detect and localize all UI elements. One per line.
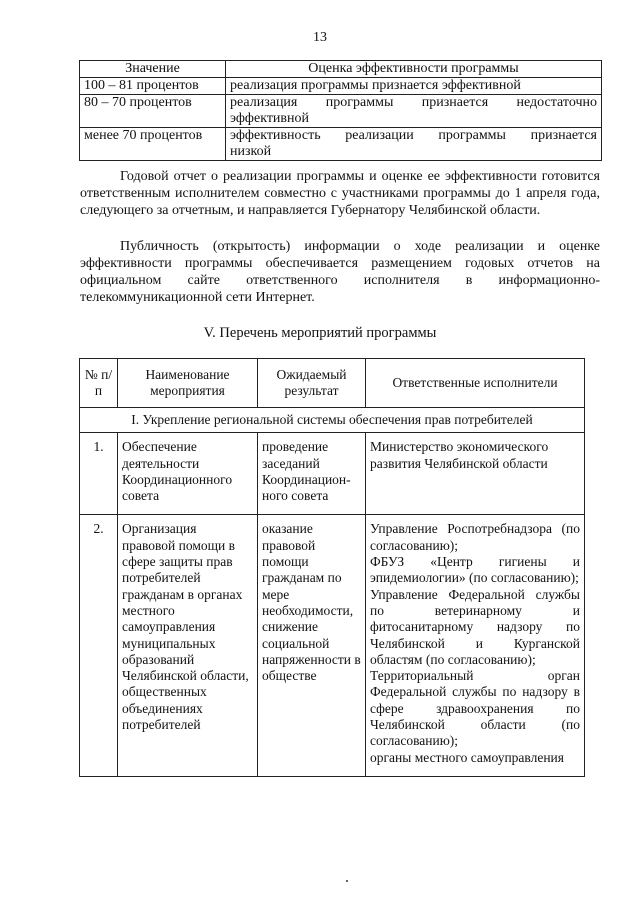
column-header-assessment: Оценка эффективности программы	[226, 61, 602, 78]
assessment-line: эффективной	[230, 111, 310, 126]
paragraph-publicity: Публичность (открытость) информации о ходе реализации и оценке эффективности программы обеспечивается размещением годовых отчетов на официальном сайте ответственного исполнителя в информационно-телекоммуникационной сети Интернет.	[80, 239, 600, 305]
table-row	[80, 515, 585, 776]
scan-speck	[346, 880, 348, 882]
executor-entry: Министерство экономического развития Челябинской области	[370, 439, 549, 471]
column-header-executors: Ответственные исполнители	[366, 359, 585, 408]
executor-entry: Управление Федеральной службы по ветеринарному и фитосанитарному надзору по Челябинской и Курганской областям (по согласованию);	[370, 586, 580, 667]
expected-result: оказание правовой помощи гражданам по мере необходимости, снижение социальной напряженности в обществе	[258, 515, 366, 776]
assessment-line: эффективность реализации программы признается	[230, 128, 597, 143]
executor-entry: Территориальный орган Федеральной службы по надзору в сфере здравоохранения по Челябинской области (по согласованию);	[370, 668, 580, 749]
assessment-line: низкой	[230, 144, 272, 159]
assessment-cell	[226, 95, 602, 128]
efficiency-table	[79, 60, 602, 161]
row-number: 1.	[80, 433, 118, 515]
assessment-cell	[226, 128, 602, 161]
responsible-executors	[366, 433, 585, 515]
group-row	[80, 408, 585, 433]
executor-entry: ФБУЗ «Центр гигиены и эпидемиологии» (по согласованию);	[370, 554, 580, 586]
table-row	[80, 95, 602, 128]
measure-name: Обеспечение деятельности Координационного совета	[118, 433, 258, 515]
table-header-row	[80, 61, 602, 78]
executor-entry: Управление Роспотребнадзора (по согласованию);	[370, 521, 580, 553]
value-cell: менее 70 процентов	[80, 128, 226, 161]
section-title: V. Перечень мероприятий программы	[203, 325, 437, 341]
column-header-value: Значение	[80, 61, 226, 78]
row-number: 2.	[80, 515, 118, 776]
column-header-number: № п/п	[80, 359, 118, 408]
table-header-row	[80, 359, 585, 408]
assessment-line: реализация программы признается недостаточно	[230, 95, 597, 110]
column-header-name: Наименование мероприятия	[118, 359, 258, 408]
value-cell: 80 – 70 процентов	[80, 95, 226, 128]
table-row	[80, 128, 602, 161]
measure-name: Организация правовой помощи в сфере защиты прав потребителей гражданам в органах местного самоуправления муниципальных образований Челябинской области, общественных объединениях потребителей	[118, 515, 258, 776]
measures-table	[79, 358, 585, 777]
paragraph-annual-report: Годовой отчет о реализации программы и оценке ее эффективности готовится ответственным исполнителем совместно с участниками программы до 1 апреля года, следующего за отчетным, и направляется Губернатору Челябинской области.	[80, 169, 600, 218]
responsible-executors	[366, 515, 585, 776]
executor-entry: органы местного самоуправления	[370, 749, 564, 765]
page-number: 13	[313, 30, 327, 45]
group-title: I. Укрепление региональной системы обеспечения прав потребителей	[80, 408, 585, 433]
column-header-result: Ожидаемый результат	[258, 359, 366, 408]
table-row	[80, 78, 602, 95]
assessment-cell: реализация программы признается эффективной	[226, 78, 602, 95]
value-cell: 100 – 81 процентов	[80, 78, 226, 95]
expected-result: проведение заседаний Координацион-ного совета	[258, 433, 366, 515]
table-row	[80, 433, 585, 515]
